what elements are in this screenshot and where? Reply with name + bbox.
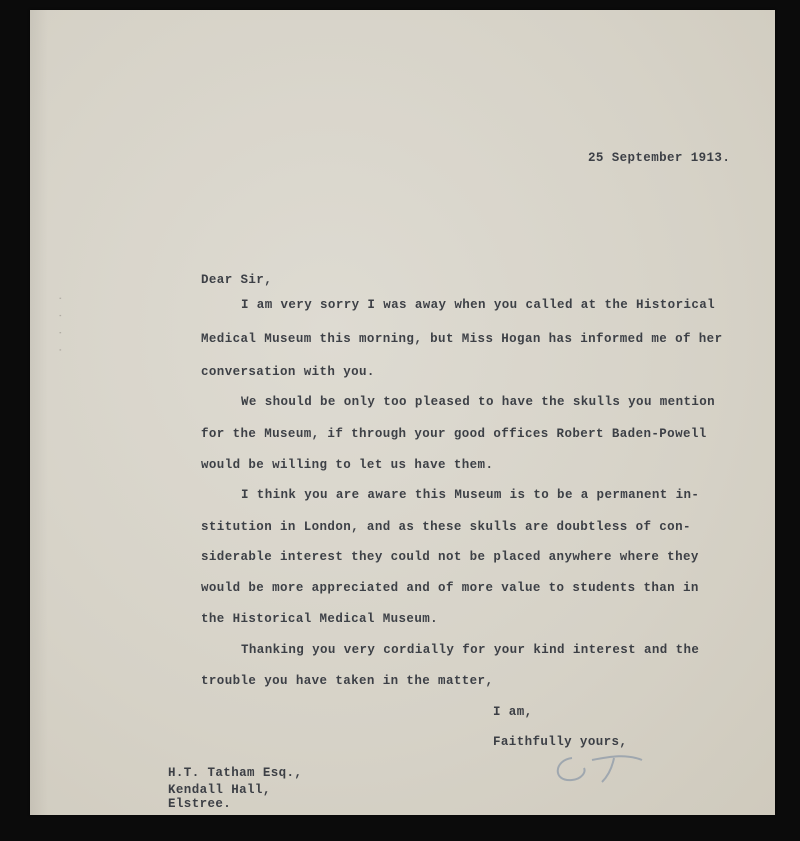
body-line: for the Museum, if through your good offices Robert Baden-Powell bbox=[201, 427, 707, 441]
address-line: H.T. Tatham Esq., bbox=[168, 766, 303, 780]
address-line: Kendall Hall, bbox=[168, 783, 271, 797]
address-line: Elstree. bbox=[168, 797, 232, 811]
signoff-line: Faithfully yours, bbox=[493, 735, 628, 749]
body-line: siderable interest they could not be placed anywhere where they bbox=[201, 550, 699, 564]
letter-date: 25 September 1913. bbox=[588, 151, 731, 165]
body-line: conversation with you. bbox=[201, 365, 375, 379]
body-line: trouble you have taken in the matter, bbox=[201, 674, 494, 688]
body-line: I think you are aware this Museum is to be a permanent in- bbox=[241, 488, 700, 502]
body-line: Medical Museum this morning, but Miss Hogan has informed me of her bbox=[201, 332, 723, 346]
salutation: Dear Sir, bbox=[201, 273, 273, 287]
body-line: Thanking you very cordially for your kind interest and the bbox=[241, 643, 700, 657]
closing-line: I am, bbox=[493, 705, 533, 719]
body-line: I am very sorry I was away when you called at the Historical bbox=[241, 298, 716, 312]
body-line: the Historical Medical Museum. bbox=[201, 612, 439, 626]
margin-ref-mark: · · · · bbox=[53, 295, 65, 356]
handwritten-initials bbox=[542, 740, 662, 790]
body-line: would be willing to let us have them. bbox=[201, 458, 494, 472]
body-line: stitution in London, and as these skulls are doubtless of con- bbox=[201, 520, 691, 534]
letter-paper bbox=[30, 10, 775, 815]
body-line: We should be only too pleased to have the skulls you mention bbox=[241, 395, 716, 409]
body-line: would be more appreciated and of more value to students than in bbox=[201, 581, 699, 595]
